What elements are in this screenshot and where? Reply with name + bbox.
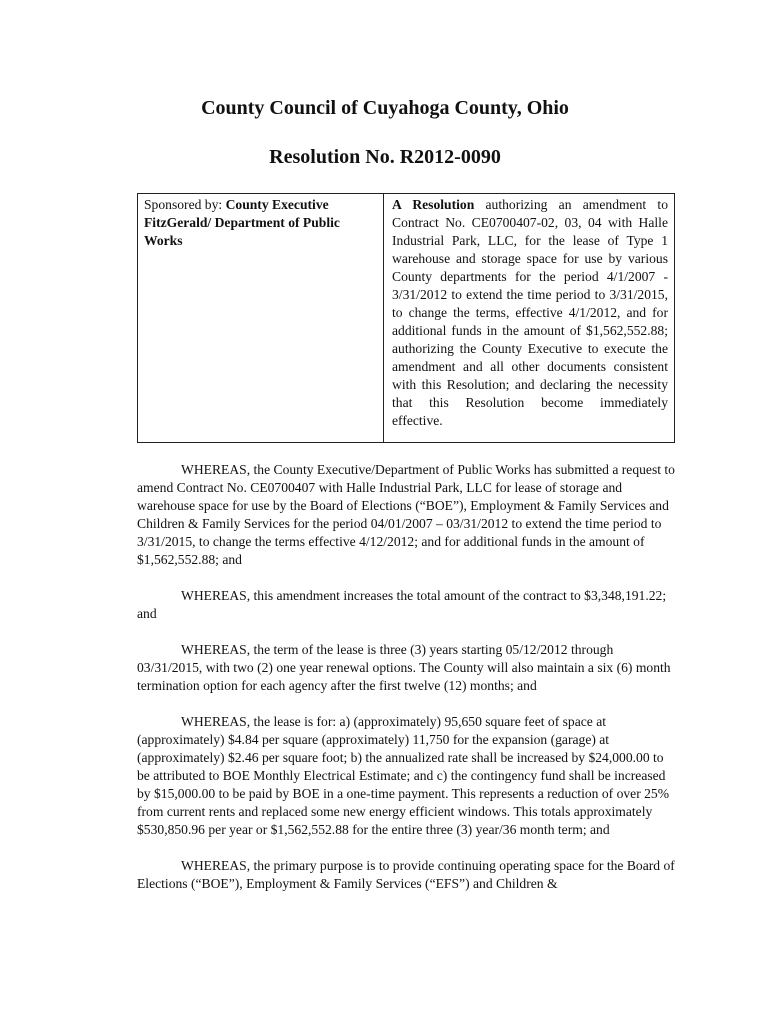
- sponsor-prefix: Sponsored by:: [144, 197, 223, 212]
- resolution-info-table: [137, 193, 675, 443]
- resolution-number: Resolution No. R2012-0090: [269, 146, 501, 168]
- whereas-paragraph-2: WHEREAS, this amendment increases the total amount of the contract to $3,348,191.22; and: [137, 588, 667, 621]
- resolution-body: [137, 461, 675, 911]
- summary-lead: A Resolution: [392, 197, 475, 212]
- whereas-paragraph-1: WHEREAS, the County Executive/Department of Public Works has submitted a request to amend Contract No. CE0700407 with Halle Industrial Park, LLC for lease of storage and warehouse space for use by the Board of Elections (“BOE”), Employment & Family Services and Children & Family Services for the period 04/01/2007 – 03/31/2012 to extend the time period to 3/31/2015, to change the terms effective 4/12/2012; and for additional funds in the amount of $1,562,552.88; and: [137, 462, 675, 567]
- sponsor-name: County Executive FitzGerald/ Department of Public Works: [144, 197, 340, 248]
- council-title: County Council of Cuyahoga County, Ohio: [201, 97, 569, 119]
- sponsor-text: [144, 196, 377, 250]
- summary-cell: [384, 194, 674, 442]
- whereas-paragraph-4: WHEREAS, the lease is for: a) (approximately) 95,650 square feet of space at (approximately) $4.84 per square (approximately) 11,750 for the expansion (garage) at (approximately) $2.46 per square foot; b) the annualized rate shall be increased by $24,000.00 to be attributed to BOE Monthly Electrical Estimate; and c) the contingency fund shall be increased by $15,000.00 to be paid by BOE in a one-time payment. This represents a reduction of over 25% from current rents and replaced some new energy efficient windows. This totals approximately $530,850.96 per year or $1,562,552.88 for the entire three (3) year/36 month term; and: [137, 714, 670, 837]
- whereas-paragraph-3: WHEREAS, the term of the lease is three (3) years starting 05/12/2012 through 03/31/2015, with two (2) one year renewal options. The County will also maintain a six (6) month termination option for each agency after the first twelve (12) months; and: [137, 642, 671, 693]
- summary-text: authorizing an amendment to Contract No. CE0700407-02, 03, 04 with Halle Industrial Park, LLC, for the lease of Type 1 warehouse and storage space for use by various County departments for the period 4/1/2007 - 3/31/2012 to extend the time period to 3/31/2015, to change the terms, effective 4/1/2012, and for additional funds in the amount of $1,562,552.88; authorizing the County Executive to execute the amendment and all other documents consistent with this Resolution; and declaring the necessity that this Resolution become immediately effective.: [392, 197, 668, 428]
- whereas-paragraph-5: WHEREAS, the primary purpose is to provide continuing operating space for the Board of Elections (“BOE”), Employment & Family Services (“EFS”) and Children &: [137, 858, 675, 891]
- sponsor-cell: [138, 194, 384, 442]
- summary-text-block: [392, 196, 668, 430]
